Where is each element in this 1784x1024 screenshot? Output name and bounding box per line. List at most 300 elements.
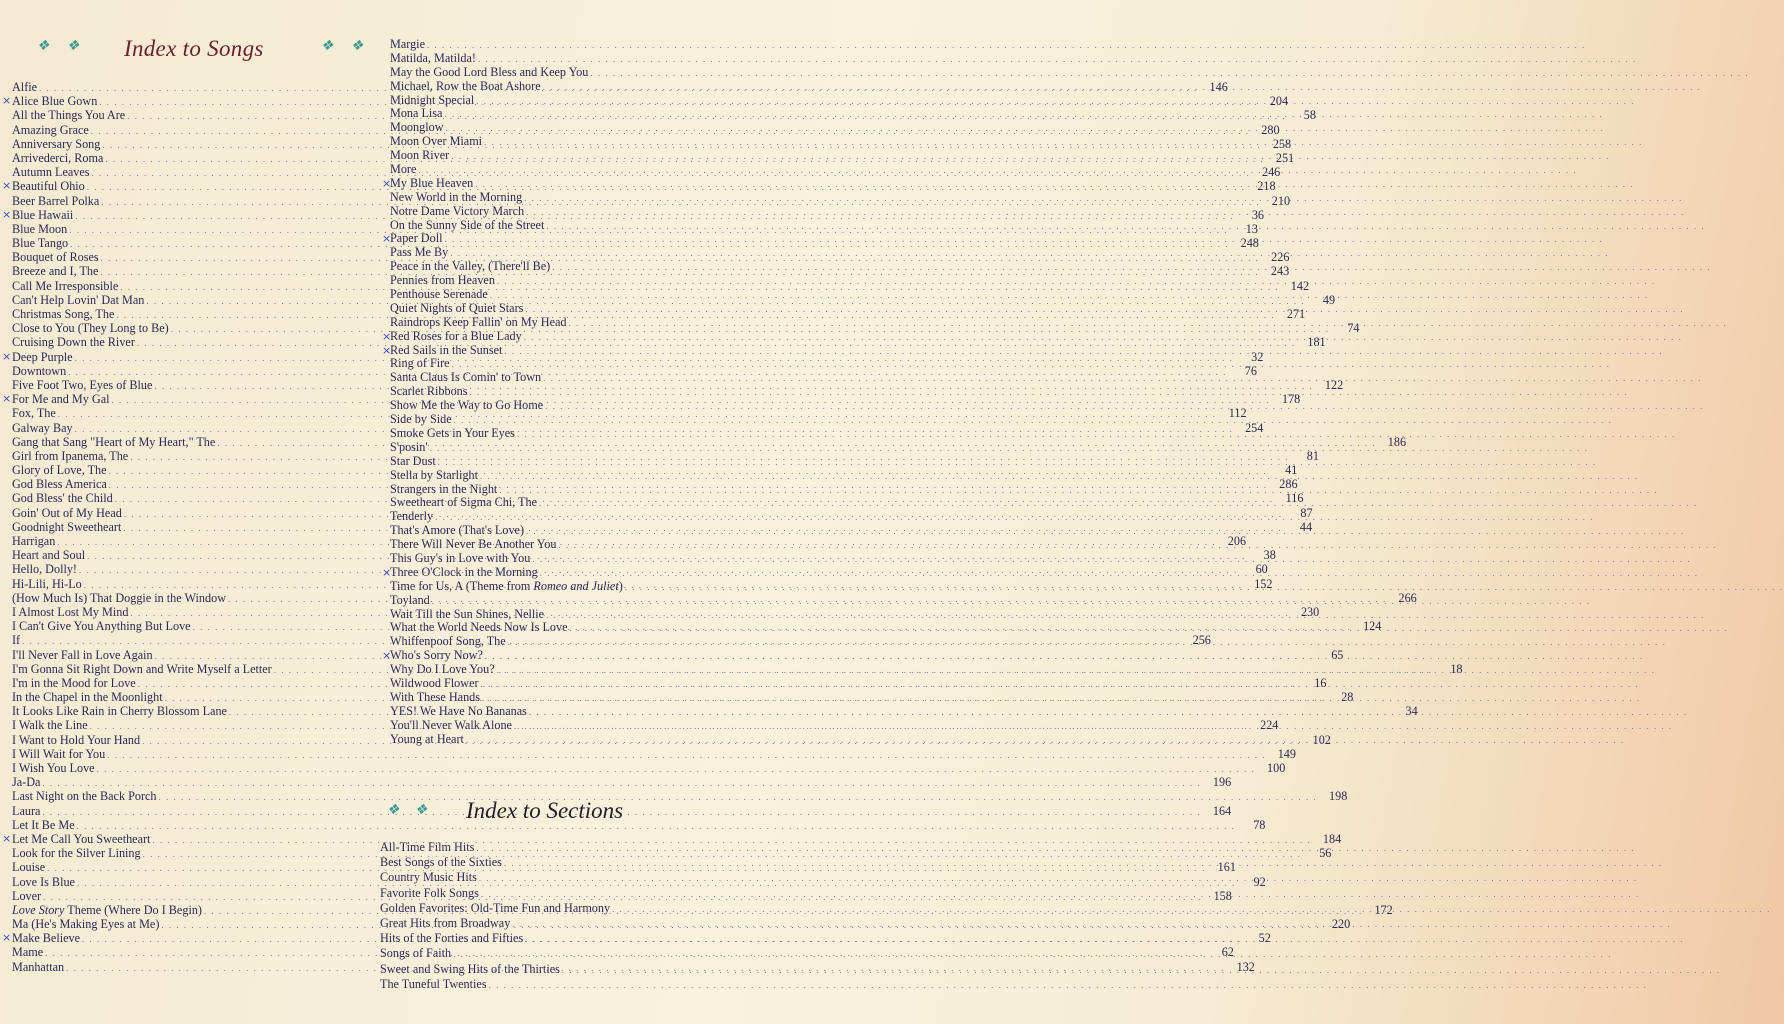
page-number: 258	[1272, 136, 1292, 151]
song-title: Beer Barrel Polka	[12, 193, 100, 208]
page-number: 204	[1269, 94, 1289, 109]
check-mark-icon: ×	[2, 179, 12, 193]
song-title: May the Good Lord Bless and Keep You	[390, 64, 589, 79]
dot-leader	[540, 567, 1699, 581]
song-entry	[390, 260, 671, 274]
song-entry	[390, 469, 671, 483]
dot-leader	[545, 400, 1704, 414]
page-number: 158	[1213, 888, 1232, 903]
song-entry	[390, 635, 671, 649]
song-title: Scarlet Ribbons	[390, 384, 468, 399]
song-title: Close to You (They Long to Be)	[12, 321, 169, 336]
song-entry	[390, 80, 671, 94]
page-number: 172	[1374, 902, 1393, 917]
song-title: Cruising Down the River	[12, 335, 135, 350]
song-entry	[382, 175, 671, 191]
dot-leader	[432, 595, 1591, 609]
song-entry	[390, 427, 671, 441]
song-title: YES! We Have No Bananas	[390, 703, 527, 718]
page-number: 248	[1240, 236, 1259, 251]
song-title: God Bless' the Child	[12, 491, 113, 506]
diamond-ornament-icon: ❖	[414, 803, 428, 818]
song-entry	[390, 205, 671, 219]
page-number: 81	[1306, 448, 1319, 463]
song-title: Wait Till the Sun Shines, Nellie	[390, 606, 545, 621]
song-title: Red Sails in the Sunset	[390, 342, 503, 357]
section-entry	[380, 931, 671, 946]
page-number: 178	[1281, 392, 1301, 407]
song-title-italic: Romeo and Juliet	[533, 578, 619, 593]
song-title: Love Is Blue	[12, 874, 75, 889]
song-entry	[390, 121, 671, 135]
dot-leader	[517, 428, 1676, 442]
check-mark-icon: ×	[2, 392, 12, 406]
check-mark-icon: ×	[382, 343, 392, 357]
dot-leader	[590, 67, 1749, 81]
sections-index-title: Index to Sections	[466, 798, 624, 823]
dot-leader	[546, 220, 1705, 234]
dot-leader	[476, 841, 1635, 856]
page-number: 161	[1217, 860, 1236, 875]
song-entry	[12, 761, 1286, 775]
section-title: Golden Favorites: Old-Time Fun and Harmony	[380, 900, 611, 915]
page-number: 218	[1257, 179, 1276, 194]
dot-leader	[529, 706, 1688, 720]
page-number: 34	[1405, 704, 1418, 719]
dot-leader	[504, 856, 1663, 871]
song-title: I Walk the Line	[12, 718, 88, 733]
song-title: Amazing Grace	[12, 122, 89, 137]
song-title: Heart and Soul	[12, 548, 86, 563]
page-number: 198	[1329, 789, 1348, 804]
song-title: Girl from Ipanema, The	[12, 448, 129, 463]
page-number: 142	[1290, 278, 1310, 293]
song-title: Arrivederci, Roma	[12, 150, 104, 165]
song-title: Breeze and I, The	[12, 264, 99, 279]
song-title: Laura	[12, 803, 41, 818]
dot-leader	[497, 661, 1656, 678]
song-entry	[382, 328, 671, 344]
page-number: 271	[1286, 307, 1306, 321]
song-title: Pennies from Heaven	[390, 273, 495, 288]
song-title: Manhattan	[12, 959, 65, 974]
song-title: In the Chapel in the Moonlight	[12, 690, 163, 705]
song-entry	[390, 691, 671, 705]
song-title: Midnight Special	[390, 92, 475, 107]
dot-leader	[524, 331, 1683, 345]
song-entry	[390, 580, 671, 594]
check-mark-icon: ×	[2, 207, 12, 221]
song-title: Wildwood Flower	[390, 675, 479, 690]
dot-leader	[569, 317, 1728, 331]
check-mark-icon: ×	[382, 176, 392, 190]
page-number: 266	[1398, 590, 1417, 605]
page-number: 254	[1245, 420, 1264, 435]
song-title-italic: Love Story	[12, 902, 65, 917]
song-title: That's Amore (That's Love)	[390, 523, 525, 538]
diamond-ornament-icon: ❖	[36, 39, 50, 54]
dot-leader	[508, 636, 1667, 650]
dot-leader	[452, 358, 1611, 372]
song-title: Call Me Irresponsible	[12, 278, 119, 293]
check-mark-icon: ×	[382, 232, 392, 246]
page-number: 164	[1212, 803, 1232, 818]
song-title: What the World Needs Now Is Love	[390, 620, 568, 635]
page-number: 56	[1319, 846, 1332, 861]
diamond-ornament-icon: ❖	[66, 39, 80, 54]
page-number: 122	[1324, 377, 1344, 392]
song-title: New World in the Morning	[390, 189, 523, 204]
dot-leader	[475, 178, 1634, 192]
song-title: Blue Hawaii	[12, 207, 74, 222]
song-title: Notre Dame Victory March	[390, 203, 525, 218]
section-title: Best Songs of the Sixties	[380, 855, 502, 870]
song-title: Bouquet of Roses	[12, 250, 99, 265]
dot-leader	[453, 947, 1612, 962]
song-title	[12, 903, 202, 917]
section-entry	[380, 962, 671, 977]
song-entry	[390, 594, 671, 608]
dot-leader	[478, 53, 1637, 67]
song-title: Blue Moon	[12, 221, 68, 236]
song-title: On the Sunny Side of the Street	[390, 217, 545, 232]
song-title: Louise	[12, 860, 46, 875]
song-entry	[12, 817, 1266, 832]
song-title: Last Night on the Back Porch	[12, 789, 157, 804]
dot-leader	[454, 414, 1613, 428]
song-title: God Bless America	[12, 477, 107, 492]
page-number: 60	[1255, 562, 1268, 577]
song-title: If	[12, 633, 21, 648]
song-title: Make Believe	[12, 931, 81, 946]
page-number: 28	[1341, 690, 1354, 705]
section-title: Country Music Hits	[380, 870, 477, 885]
song-entry	[390, 149, 671, 163]
section-title: Favorite Folk Songs	[380, 885, 479, 900]
song-title: For Me and My Gal	[12, 392, 110, 407]
song-title: I Almost Lost My Mind	[12, 604, 129, 619]
song-title: Why Do I Love You?	[390, 662, 495, 677]
song-title: Tenderly	[390, 509, 434, 524]
song-entry	[390, 52, 671, 66]
song-entry	[382, 648, 671, 663]
check-mark-icon: ×	[382, 329, 392, 343]
song-title: Galway Bay	[12, 420, 73, 435]
song-title: Mame	[12, 945, 44, 960]
dot-leader	[543, 372, 1702, 386]
dot-leader	[526, 206, 1685, 220]
song-title: Moon River	[390, 148, 450, 163]
dot-leader	[481, 887, 1640, 902]
dot-leader	[562, 963, 1721, 978]
check-mark-icon: ×	[382, 649, 392, 663]
song-entry	[2, 831, 1342, 846]
song-entry	[390, 107, 671, 121]
song-title: Show Me the Way to Go Home	[390, 398, 544, 413]
page-number: 251	[1275, 150, 1295, 165]
dot-leader	[480, 470, 1639, 484]
page-number: 76	[1244, 363, 1257, 378]
song-title: Peace in the Valley, (There'll Be)	[390, 259, 551, 274]
page-number: 62	[1221, 945, 1234, 960]
page-number: 16	[1314, 675, 1327, 690]
song-entry	[390, 621, 671, 635]
section-entry	[380, 946, 671, 961]
dot-leader	[625, 581, 1784, 595]
song-title	[390, 580, 623, 594]
song-title: Young at Heart	[390, 731, 464, 746]
song-entry	[390, 288, 671, 302]
section-title: Sweet and Swing Hits of the Thirties	[380, 961, 560, 976]
song-title: More	[390, 162, 417, 177]
song-entry	[390, 219, 671, 233]
diamond-ornament-icon: ❖	[386, 803, 400, 818]
dot-leader	[438, 456, 1597, 470]
dot-leader	[504, 345, 1663, 359]
section-title: All-Time Film Hits	[380, 840, 475, 854]
song-entry	[390, 246, 671, 260]
dot-leader	[612, 902, 1771, 917]
page-number: 243	[1270, 264, 1290, 279]
section-entry	[380, 886, 671, 901]
song-title: Whiffenpoof Song, The	[390, 634, 506, 649]
song-title: Christmas Song, The	[12, 307, 115, 321]
song-entry	[390, 483, 671, 497]
page-number: 38	[1263, 548, 1276, 563]
dot-leader	[525, 932, 1684, 947]
page-number: 32	[1251, 349, 1264, 364]
dot-leader	[485, 647, 1644, 664]
dot-leader	[444, 108, 1603, 122]
song-title: Alice Blue Gown	[12, 94, 98, 109]
song-title: Hello, Dolly!	[12, 562, 77, 577]
song-entry	[390, 66, 671, 80]
dot-leader	[532, 553, 1691, 567]
song-entry	[390, 413, 671, 427]
dot-leader	[514, 720, 1673, 734]
song-title: Smoke Gets in Your Eyes	[390, 425, 515, 440]
song-entry	[390, 524, 671, 538]
song-title: Let It Be Me	[12, 817, 75, 832]
dot-leader	[559, 539, 1718, 553]
check-mark-icon: ×	[2, 94, 12, 108]
diamond-ornament-icon: ❖	[320, 39, 334, 54]
section-title: Great Hits from Broadway	[380, 915, 511, 930]
song-entry	[390, 302, 671, 316]
page-number: 184	[1322, 831, 1342, 846]
song-title: Glory of Love, The	[12, 463, 107, 478]
song-title-rest: Theme (Where Do I Begin)	[64, 902, 202, 917]
songs-index-header	[0, 28, 372, 80]
dot-leader	[470, 386, 1629, 400]
song-entry	[390, 385, 671, 399]
song-title: Margie	[390, 37, 425, 51]
dot-leader	[42, 776, 1201, 790]
check-mark-icon: ×	[2, 831, 12, 845]
song-title: Red Roses for a Blue Lady	[390, 328, 522, 343]
section-entry	[380, 977, 671, 992]
song-title: Can't Help Lovin' Dat Man	[12, 292, 145, 307]
song-title: Let Me Call You Sweetheart	[12, 831, 151, 846]
song-title: Deep Purple	[12, 349, 73, 364]
song-title: Mona Lisa	[390, 106, 443, 121]
song-title: There Will Never Be Another You	[390, 537, 557, 552]
section-title: Songs of Faith	[380, 946, 452, 961]
song-title: Five Foot Two, Eyes of Blue	[12, 377, 153, 392]
song-entry	[390, 357, 671, 371]
song-entry	[390, 496, 671, 510]
song-entry	[382, 342, 671, 358]
song-title: Star Dust	[390, 453, 436, 468]
song-entry	[390, 399, 671, 413]
page-number: 36	[1251, 207, 1265, 222]
song-title: Toyland	[390, 592, 430, 607]
dot-leader	[466, 734, 1625, 748]
page-number: 256	[1192, 633, 1211, 648]
song-entry	[382, 231, 671, 246]
page-number: 220	[1331, 917, 1351, 932]
page-number: 124	[1363, 619, 1382, 634]
page-number: 196	[1212, 775, 1232, 790]
page-number: 78	[1253, 817, 1266, 832]
section-entry	[380, 840, 671, 855]
song-entry	[390, 719, 671, 733]
section-title: Hits of the Forties and Fifties	[380, 931, 524, 946]
dot-leader	[451, 150, 1610, 164]
page-number: 246	[1261, 165, 1281, 180]
songs-index-title: Index to Songs	[124, 36, 264, 61]
song-entry	[390, 274, 671, 288]
page-number: 87	[1300, 505, 1313, 520]
check-mark-icon: ×	[382, 565, 392, 579]
dot-leader	[497, 275, 1656, 289]
song-title: Downtown	[12, 363, 67, 378]
song-entry	[12, 775, 1232, 790]
song-title: With These Hands	[390, 689, 480, 704]
page-number: 226	[1271, 250, 1290, 265]
dot-leader	[512, 917, 1671, 932]
section-entry	[380, 870, 671, 885]
page-number: 132	[1236, 959, 1255, 974]
dot-leader	[418, 164, 1577, 178]
song-entry	[390, 705, 671, 719]
dot-leader	[490, 289, 1649, 303]
song-title: This Guy's in Love with You	[390, 550, 531, 565]
song-title: Hi-Lili, Hi-Lo	[12, 576, 82, 591]
song-entry	[390, 163, 671, 177]
dot-leader	[546, 609, 1705, 623]
section-entry	[380, 855, 671, 870]
dot-leader	[489, 978, 1648, 993]
dot-leader	[499, 484, 1658, 498]
song-title: I Want to Hold Your Hand	[12, 732, 141, 747]
dot-leader	[444, 233, 1603, 247]
song-title: Fox, The	[12, 406, 56, 421]
dot-leader	[97, 762, 1256, 776]
page-number: 52	[1258, 931, 1271, 946]
song-entry	[12, 746, 1296, 761]
song-title-pre: Time for Us, A (Theme from	[390, 578, 534, 593]
song-title: Blue Tango	[12, 236, 69, 251]
song-title: You'll Never Walk Alone	[390, 717, 512, 732]
song-title-post: )	[618, 578, 623, 593]
dot-leader	[539, 497, 1698, 511]
page-number: 152	[1254, 576, 1273, 591]
song-title: Gang that Sang "Heart of My Heart," The	[12, 434, 216, 449]
song-entry	[390, 510, 671, 524]
page-number: 210	[1271, 193, 1291, 208]
song-title: Michael, Row the Boat Ashore	[390, 78, 541, 93]
song-title: Lover	[12, 888, 42, 903]
song-entry	[390, 135, 671, 149]
page-number: 58	[1303, 108, 1316, 123]
song-entry	[390, 316, 671, 330]
song-title: (How Much Is) That Doggie in the Window	[12, 590, 227, 605]
song-entry	[390, 455, 671, 469]
dot-leader	[107, 748, 1266, 762]
song-title: It Looks Like Rain in Cherry Blossom Lane	[12, 704, 227, 719]
page-number: 44	[1299, 519, 1313, 534]
song-entry	[390, 663, 671, 677]
page-number: 74	[1347, 321, 1360, 336]
song-title: Side by Side	[390, 412, 452, 427]
dot-leader	[446, 122, 1605, 136]
song-title: Alfie	[12, 80, 38, 94]
song-entry	[390, 371, 671, 385]
page-number: 116	[1285, 491, 1304, 506]
diamond-ornament-icon: ❖	[350, 39, 364, 54]
song-title: Strangers in the Night	[390, 481, 498, 496]
song-title: Autumn Leaves	[12, 165, 90, 180]
section-entry	[380, 916, 671, 931]
song-title: Moon Over Miami	[390, 134, 483, 149]
dot-leader	[552, 261, 1711, 275]
dot-leader	[484, 136, 1643, 150]
page-number: 146	[1209, 80, 1228, 94]
dot-leader	[450, 247, 1609, 261]
song-entry	[390, 441, 671, 455]
page-number: 286	[1279, 477, 1298, 492]
page-number: 49	[1322, 292, 1336, 307]
page-number: 149	[1277, 746, 1296, 761]
dot-leader	[526, 525, 1685, 539]
page-number: 181	[1307, 335, 1326, 350]
song-title: Ring of Fire	[390, 356, 450, 371]
song-title: Matilda, Matilda!	[390, 50, 476, 65]
song-title: I Can't Give You Anything But Love	[12, 619, 191, 634]
page-number: 230	[1300, 604, 1320, 619]
song-title: Raindrops Keep Fallin' on My Head	[390, 314, 567, 329]
song-title: Quiet Nights of Quiet Stars	[390, 300, 524, 315]
song-entry	[12, 789, 1348, 804]
songs-index-right-column	[383, 38, 671, 746]
song-title: Penthouse Serenade	[390, 287, 488, 302]
page-number: 92	[1253, 874, 1266, 889]
page-number: 100	[1267, 761, 1286, 775]
page-number: 41	[1285, 463, 1298, 478]
song-title: I Will Wait for You	[12, 746, 106, 761]
song-entry	[382, 564, 671, 580]
dot-leader	[482, 692, 1641, 706]
song-title: All the Things You Are	[12, 108, 126, 123]
song-title: Pass Me By	[390, 245, 449, 260]
song-title: Sweetheart of Sigma Chi, The	[390, 495, 538, 510]
song-title: Paper Doll	[390, 231, 443, 246]
dot-leader	[525, 303, 1684, 317]
songs-list-right	[383, 38, 671, 746]
dot-leader	[427, 39, 1586, 53]
song-entry	[390, 191, 671, 205]
